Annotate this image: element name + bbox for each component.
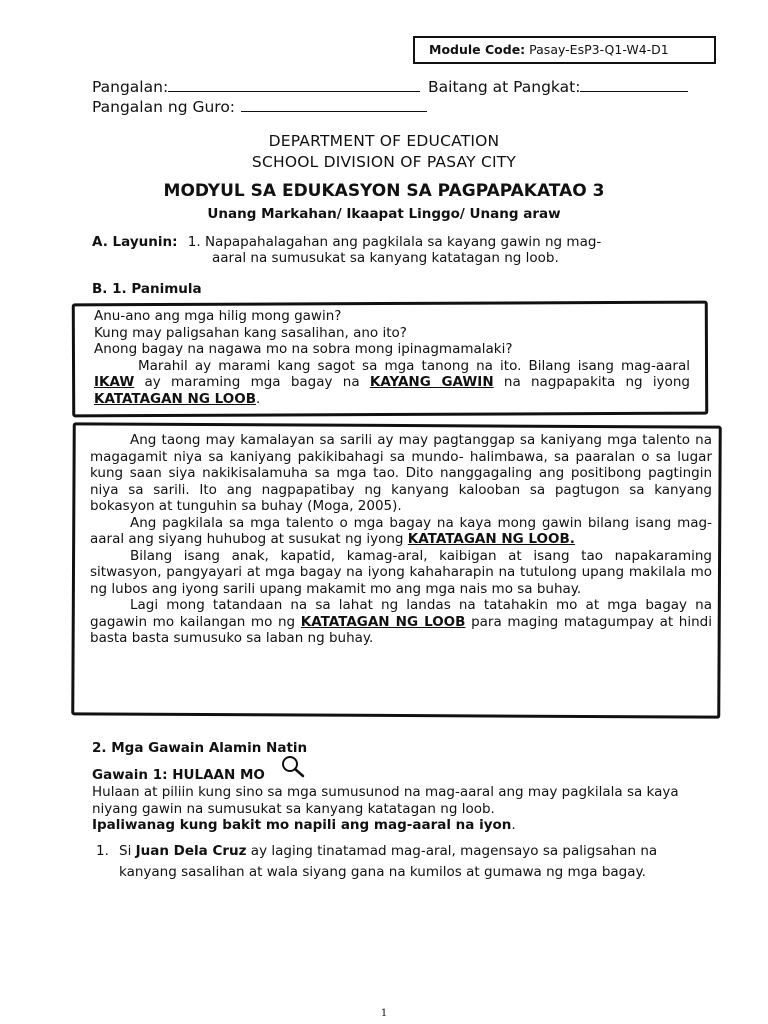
panimula-paragraph: Marahil ay marami kang sagot sa mga tanong na ito. Bilang isang mag-aaral IKAW ay maraming mga bagay na KAYANG GAWIN na nagpapakita ng iyong KATATAGAN NG LOOB. [94, 357, 691, 407]
teacher-blank[interactable] [241, 97, 427, 112]
name-label: Pangalan: [92, 78, 169, 96]
department-heading: DEPARTMENT OF EDUCATION [268, 132, 500, 150]
ikaw-emphasis: IKAW [94, 374, 135, 390]
layunin-section [92, 234, 601, 251]
reading-content [90, 432, 712, 647]
module-title: MODYUL SA EDUKASYON SA PAGPAPAKATAO 3 [163, 181, 605, 201]
instruction-emphasis: Ipaliwanag kung bakit mo napili ang mag-aaral na iyon. [92, 817, 516, 833]
grade-label: Baitang at Pangkat: [428, 78, 581, 96]
katatagan-emphasis-3: KATATAGAN NG LOOB [300, 613, 466, 630]
item-1-number: 1. [96, 843, 109, 859]
gawain-heading: 2. Mga Gawain Alamin Natin [92, 740, 308, 756]
layunin-line1: 1. Napapahalagahan ang pagkilala sa kayang gawin ng mag- [187, 234, 602, 250]
reading-paragraph-1: Ang taong may kamalayan sa sarili ay may pagtanggap sa kaniyang mga talento na magagamit niya sa kaniyang pakikibahagi sa mundo- halimbawa, sa paaralan o sa lugar kung saan siya nakikisalamuha sa mga tao. Dito nanggagaling ang positibong pagtingin niya sa sarili. Ito ang nagpapatibay ng kanyang kalooban sa pagtugon sa kanyang bokasyon at tunguhin sa buhay (Moga, 2005). [90, 432, 712, 514]
question-1: Anu-ano ang mga hilig mong gawin? [94, 308, 342, 324]
layunin-label: A. Layunin: [92, 234, 178, 250]
layunin-line2: aaral na sumusukat sa kanyang katatagan ng loob. [212, 250, 559, 266]
reading-paragraph-4: Lagi mong tatandaan na sa lahat ng landas na tatahakin mo at mga bagay na gagawin mo kailangan mo ng KATATAGAN NG LOOB para maging matagumpay at hindi basta basta sumusuko sa laban ng buhay. [90, 597, 712, 646]
name-field[interactable] [92, 77, 420, 96]
teacher-field[interactable] [92, 97, 427, 116]
activity-title: Gawain 1: HULAAN MO [92, 767, 265, 783]
instruction-text: Hulaan at piliin kung sino sa mga sumusunod na mag-aaral ang may pagkilala sa kaya niyang gawin na sumusukat sa kanyang katatagan ng loob. [92, 784, 679, 817]
panimula-heading: B. 1. Panimula [92, 281, 202, 297]
page-number: 1 [380, 1008, 388, 1019]
katatagan-emphasis: KATATAGAN NG LOOB [94, 390, 256, 407]
kayang-gawin-emphasis: KAYANG GAWIN [369, 374, 494, 390]
panimula-content [94, 308, 690, 407]
module-code-label: Module Code: [429, 42, 526, 57]
reading-paragraph-2: Ang pagkilala sa mga talento o mga bagay na kaya mong gawin bilang isang mag-aaral ang siyang huhubog at susukat ng iyong KATATAGAN NG LOOB. [90, 514, 712, 547]
grade-field[interactable] [428, 77, 688, 96]
teacher-label: Pangalan ng Guro: [92, 98, 236, 116]
reading-paragraph-3: Bilang isang anak, kapatid, kamag-aral, kaibigan at isang tao napakaraming sitwasyon, pangyayari at mga bagay na iyong kahaharapin na tutulong upang makilala mo ng lubos ang iyong sarili upang makamit mo ang mga nais mo sa buhay. [90, 547, 712, 597]
magnifier-icon [280, 755, 306, 779]
module-code-value: Pasay-EsP3-Q1-W4-D1 [529, 42, 669, 57]
question-3: Anong bagay na nagawa mo na sobra mong ipinagmamalaki? [94, 341, 513, 357]
katatagan-emphasis-2: KATATAGAN NG LOOB. [407, 531, 575, 547]
student-name: Juan Dela Cruz [135, 843, 247, 859]
division-heading: SCHOOL DIVISION OF PASAY CITY [251, 153, 517, 171]
module-subtitle: Unang Markahan/ Ikaapat Linggo/ Unang araw [207, 206, 561, 222]
grade-blank[interactable] [580, 77, 688, 92]
question-2: Kung may paligsahan kang sasalihan, ano ito? [94, 324, 407, 341]
instruction-block [92, 784, 714, 834]
item-1-text: Si Juan Dela Cruz ay laging tinatamad mag-aral, magensayo sa paligsahan na kanyang sasalihan at wala siyang gana na kumilos at gumawa ng mga bagay. [119, 843, 658, 880]
name-blank[interactable] [168, 77, 420, 92]
module-code-box [413, 36, 716, 64]
